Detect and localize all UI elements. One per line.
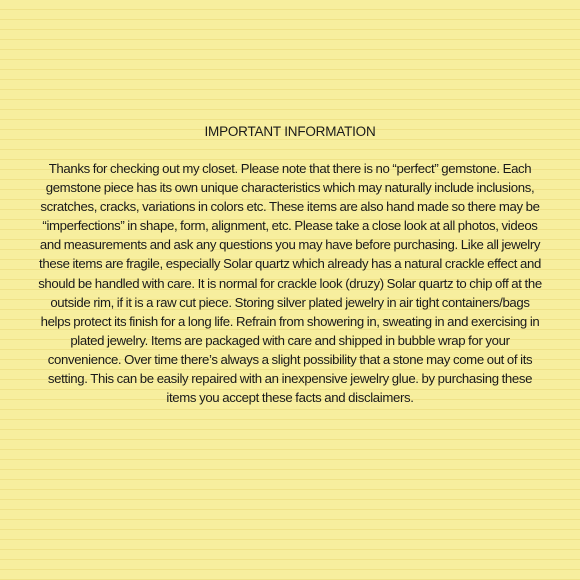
notice-body-text: Thanks for checking out my closet. Please note that there is no “perfect” gemstone. Each gemstone piece has its own unique characteristics which may naturally include inclusions, scratches, cracks, variations in colors etc. These items are also hand made so there may be “imperfections” in shape, form, alignment, etc. Please take a close look at all photos, videos and measurements and ask any questions you may have before purchasing. Like all jewelry these items are fragile, especially Solar quartz which already has a natural crackle effect and should be handled with care. It is normal for crackle look (druzy) Solar quartz to chip off at the outside rim, if it is a raw cut piece. Storing silver plated jewelry in air tight containers/bags helps protect its finish for a long life. Refrain from showering in, sweating in and exercising in plated jewelry. Items are packaged with care and shipped in bubble wrap for your convenience. Over time there’s always a slight possibility that a stone may come out of its setting. This can be easily repaired with an inexpensive jewelry glue. by purchasing these items you accept these facts and disclaimers.	[38, 161, 542, 406]
notice-heading: IMPORTANT INFORMATION	[204, 124, 376, 139]
